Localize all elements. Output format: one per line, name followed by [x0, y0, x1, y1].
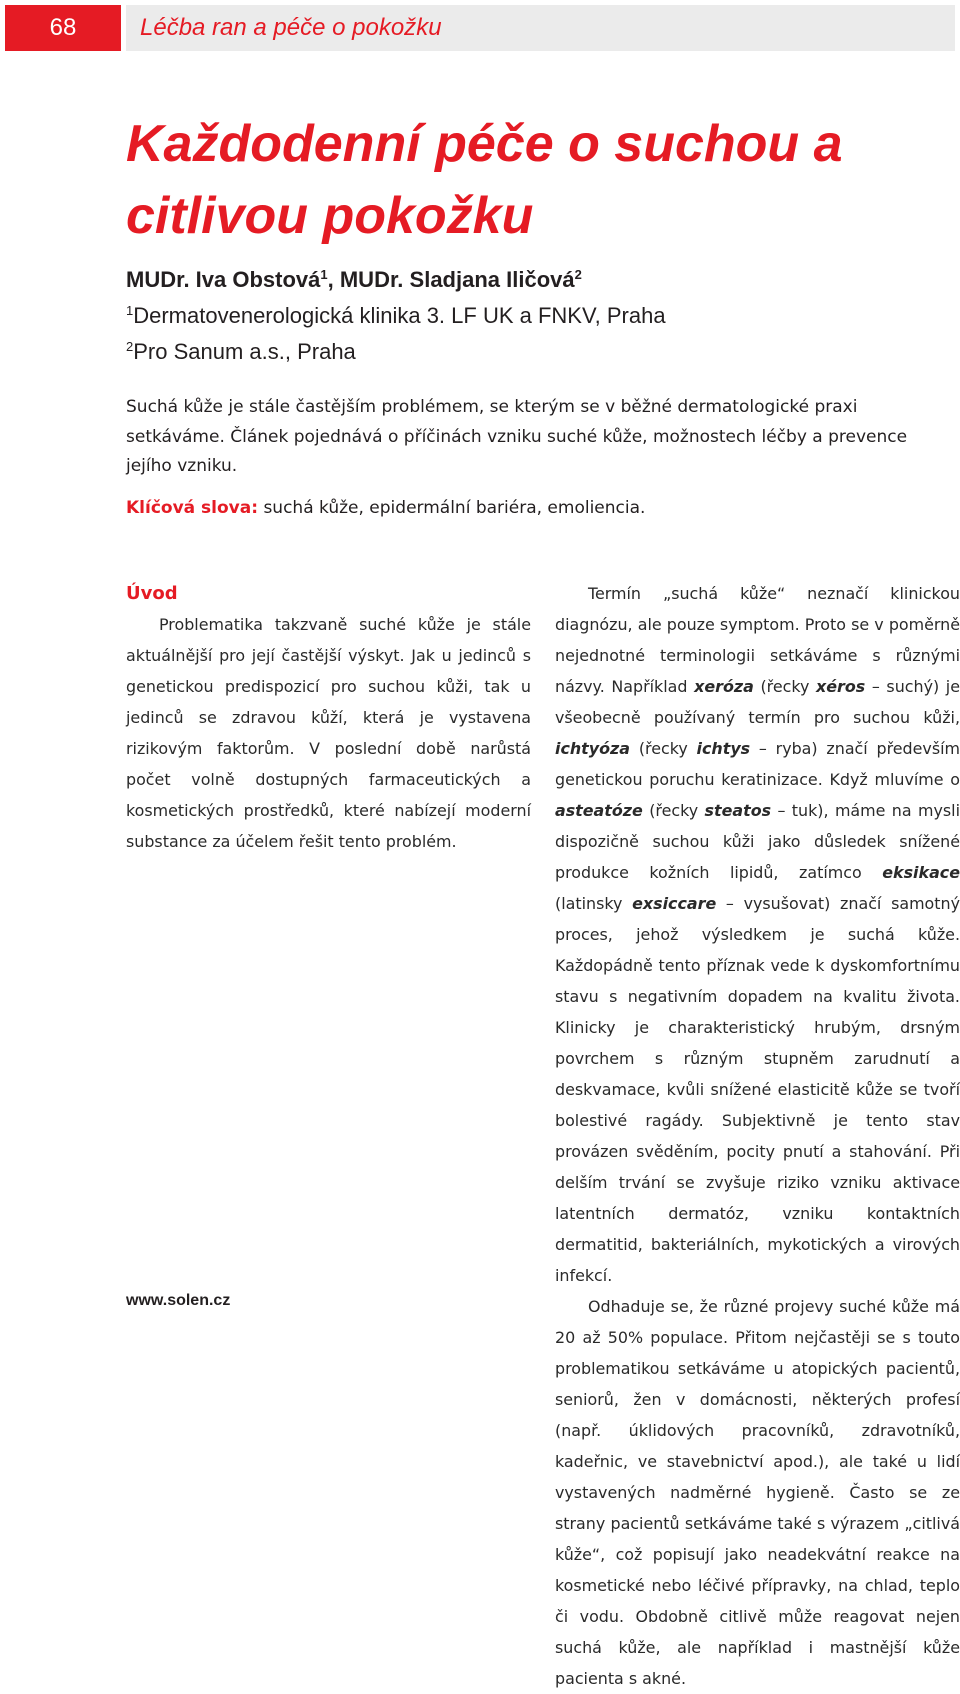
text-run: – vysušovat) značí samotný proces, jehož výsledkem je suchá kůže. Každopádně tento příznak vede k dyskomfortnímu stavu s negativním dopadem na kvalitu života. Klinicky je charakteristický hrubým, drsným povrchem s různým stupněm zarudnutí a deskvamace, kvůli snížené elasticitě kůže se tvoří bolestivé ragády. Subjektivně je tento stav provázen svěděním, pocity pnutí a stahování. Při delším trvání se zvyšuje riziko vzniku aktivace latentních dermatóz, vzniku kontaktních dermatitid, bakteriálních, mykotických a virových infekcí.	[555, 894, 960, 1285]
body-column-right	[555, 578, 960, 1694]
affiliation	[126, 334, 846, 370]
keywords-text: suchá kůže, epidermální bariéra, emoliencia.	[258, 498, 646, 518]
keywords-label: Klíčová slova:	[126, 498, 259, 518]
affiliation-mark: 1	[320, 267, 328, 282]
keywords	[126, 494, 956, 523]
text-run: – suchý) je všeobecně používaný termín pro suchou kůži,	[555, 677, 960, 727]
affiliation-text: Dermatovenerologická klinika 3. LF UK a FNKV, Praha	[133, 303, 666, 328]
term-steatos: steatos	[704, 801, 772, 820]
body-column-left	[126, 578, 531, 857]
term-xeroza: xeróza	[694, 677, 754, 696]
author-list	[126, 262, 846, 298]
section-title: Úvod	[126, 583, 178, 604]
text-run: (řecky	[753, 677, 817, 696]
text-run: (řecky	[630, 739, 697, 758]
term-asteatoze: asteatóze	[555, 801, 643, 820]
page-number: 68	[5, 5, 121, 51]
text-run: (řecky	[642, 801, 705, 820]
term-xeros: xéros	[816, 677, 866, 696]
text-run: Termín „suchá kůže“ neznačí klinickou diagnózu, ale pouze symptom. Proto se v poměrně nejednotné terminologii setkáváme s různými názvy. Například	[555, 584, 960, 696]
author-separator: ,	[327, 267, 340, 292]
author-name: MUDr. Sladjana Iličová	[339, 267, 575, 292]
abstract: Suchá kůže je stále častějším problémem, se kterým se v běžné dermatologické praxi setkáváme. Článek pojednává o příčinách vzniku suché kůže, možnostech léčby a prevence jejího vzniku.	[126, 397, 908, 476]
running-title: Léčba ran a péče o pokožku	[126, 5, 955, 51]
footer-url: www.solen.cz	[126, 1292, 231, 1309]
author-name: MUDr. Iva Obstová	[126, 267, 321, 292]
affiliation-mark: 2	[574, 267, 582, 282]
paragraph-terminology	[555, 578, 960, 1291]
paragraph: Odhaduje se, že různé projevy suché kůže má 20 až 50% populace. Přitom nejčastěji se s touto problematikou setkáváme u atopických pacientů, seniorů, žen v domácnosti, některých profesí (např. úklidových pracovníků, zdravotníků, kadeřnic, ve stavebnictví apod.), ale také u lidí vystavených nadměrné hygieně. Často se ze strany pacientů setkáváme také s výrazem „citlivá kůže“, což popisují jako neadekvátní reakce na kosmetické nebo léčivé přípravky, na chlad, teplo či vodu. Obdobně citlivě může reagovat nejen suchá kůže, ale například i mastnější kůže pacienta s akné.	[555, 1297, 960, 1688]
term-exsiccare: exsiccare	[632, 894, 717, 913]
text-run: – tuk), máme na mysli dispozičně suchou kůži jako důsledek snížené produkce kožních lipidů, zatímco	[555, 801, 960, 882]
paragraph: Problematika takzvaně suché kůže je stále aktuálnější pro její častější výskyt. Jak u jedinců s genetickou predispozicí pro suchou kůži, tak u jedinců se zdravou kůží, která je vystavena rizikovým faktorům. V poslední době narůstá počet volně dostupných farmaceutických a kosmetických prostředků, které nabízejí moderní substance za účelem řešit tento problém.	[126, 615, 531, 851]
term-ichtys: ichtys	[696, 739, 751, 758]
article-title: Každodenní péče o suchou a citlivou pokožku	[126, 115, 843, 245]
text-run: (latinsky	[555, 894, 633, 913]
affiliation-mark: 1	[126, 303, 134, 318]
authors-block	[126, 262, 846, 370]
affiliation-text: Pro Sanum a.s., Praha	[133, 339, 356, 364]
affiliation-mark: 2	[126, 339, 134, 354]
term-ichtyoza: ichtyóza	[555, 739, 631, 758]
term-eksikace: eksikace	[882, 863, 960, 882]
affiliation	[126, 298, 846, 334]
text-run: – ryba) značí především genetickou poruchu keratinizace. Když mluvíme o	[555, 739, 960, 789]
page-header	[5, 5, 955, 51]
